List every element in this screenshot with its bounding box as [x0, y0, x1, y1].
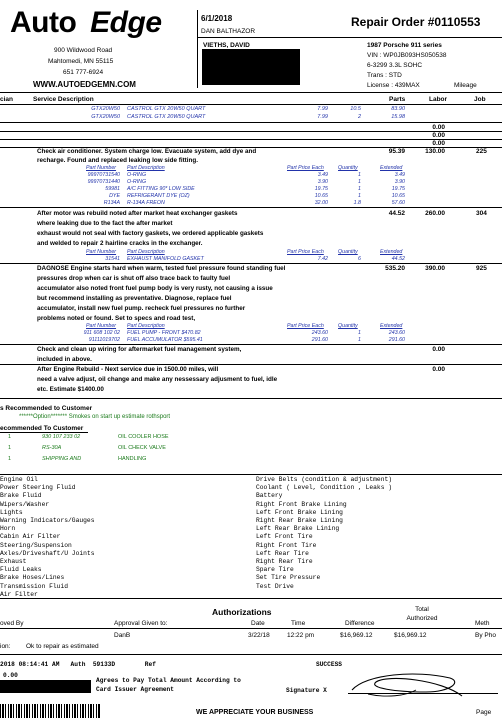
auth-date: 3/22/18 — [248, 632, 270, 639]
job-line: pressures drop when car is shut off also trace back to faulty fuel — [37, 275, 231, 282]
part-extended: 15.98 — [391, 114, 405, 120]
columns-bottom-rule — [0, 104, 502, 105]
part-number: GTX20W50 — [91, 106, 120, 112]
repair-order-title: Repair Order #0110553 — [351, 15, 481, 29]
job-line: etc. Estimate $1400.00 — [37, 386, 104, 393]
subhead-part-description: Part Description — [127, 323, 165, 329]
part-number: DYE — [109, 193, 120, 199]
col-header-job: Job — [474, 96, 486, 103]
part-quantity: 10.5 — [350, 106, 361, 112]
part-extended: 57.60 — [391, 200, 405, 206]
auth-col-method: Meth — [475, 620, 490, 627]
col-header-description: Service Description — [33, 96, 94, 103]
checklist-item: Exhaust — [0, 558, 27, 566]
vehicle-license: License : 439MAX — [367, 82, 420, 89]
rec-description: OIL COOLER HOSE — [118, 434, 169, 440]
shop-city: Mahtomedi, MN 55115 — [48, 58, 114, 65]
section-rule — [0, 139, 502, 140]
checklist-item: Spare Tire — [256, 566, 294, 574]
subhead-price-each: Part Price Each — [287, 249, 324, 255]
subhead-quantity: Quantity — [338, 323, 358, 329]
job-total: 304 — [476, 210, 487, 217]
job-line: DAGNOSE Engine starts hard when warm, tested fuel pressure found standing fuel — [37, 265, 286, 272]
inspection-checklist-left — [0, 476, 94, 599]
col-header-parts: Parts — [389, 96, 406, 103]
subhead-extended: Extended — [380, 249, 403, 255]
job-labor-total: 130.00 — [425, 148, 445, 155]
footer-message: WE APPRECIATE YOUR BUSINESS — [196, 709, 314, 716]
checklist-item: Warning Indicators/Gauges — [0, 517, 95, 525]
recommended-note: ******Option******* Smokes on start up estimate rothsport — [19, 414, 171, 420]
receipt-agree-line2: Card Issuer Agreement — [96, 686, 174, 693]
part-price-each: 10.65 — [314, 193, 328, 199]
shop-phone: 651 777-6924 — [63, 69, 104, 76]
vehicle-trans: Trans : STD — [367, 72, 402, 79]
job-line: After motor was rebuild noted after market heat exchanger gaskets — [37, 210, 238, 217]
section-rule — [0, 398, 502, 399]
part-description: REFRIGERANT DYE (OZ) — [127, 193, 190, 199]
section-rule — [0, 263, 502, 264]
part-extended: 83.90 — [391, 106, 405, 112]
receipt-agree-line1: Agrees to Pay Total Amount According to — [96, 677, 241, 684]
rec-qty: 1 — [8, 456, 12, 462]
part-description: EXHAUST MANIFOLD GASKET — [127, 256, 204, 262]
job-line: recharge. Found and replaced leaking low side fitting. — [37, 157, 198, 164]
header-divider-v — [197, 10, 198, 88]
checklist-item: Fluid Leaks — [0, 566, 42, 574]
auth-given-to: DanB — [114, 632, 131, 639]
logo-word-edge: Edge — [90, 6, 162, 39]
checklist-item: Left Rear Tire — [256, 549, 309, 557]
inspection-checklist-right — [256, 476, 392, 591]
job-labor-total: 260.00 — [425, 210, 445, 217]
auth-difference: $16,969.12 — [340, 632, 373, 639]
part-number: 31541 — [105, 256, 120, 262]
job-line: Check air conditioner. System charge low. Evacuate system, add dye and — [37, 148, 257, 155]
labor-zero: 0.00 — [432, 132, 445, 139]
auth-time: 12:22 pm — [287, 632, 315, 639]
auth-col-date: Date — [251, 620, 265, 627]
auth-header-rule — [0, 628, 502, 629]
part-extended: 243.60 — [388, 330, 405, 336]
part-description: R-134A FREON — [127, 200, 165, 206]
checklist-item: Left Front Brake Lining — [256, 508, 343, 516]
part-quantity: 1 — [358, 330, 361, 336]
service-advisor: DAN BALTHAZOR — [201, 28, 256, 35]
job-parts-total: 44.52 — [388, 210, 405, 217]
subhead-extended: Extended — [380, 323, 403, 329]
part-price-each: 32.00 — [314, 200, 328, 206]
customer-info-redacted — [202, 49, 300, 85]
receipt-card-redacted — [0, 680, 91, 693]
signature-label: Signature X — [286, 687, 327, 694]
part-number: 91111019702 — [88, 337, 120, 343]
vehicle-mileage: Mileage — [454, 82, 477, 89]
auth-col-difference: Difference — [345, 620, 375, 627]
footer-page: Page — [476, 709, 492, 716]
section-rule — [0, 344, 502, 345]
receipt-auth-line: 2018 08:14:41 AM Auth 59133D Ref — [0, 661, 156, 668]
part-price-each: 291.60 — [311, 337, 328, 343]
checklist-item: Brake Fluid — [0, 492, 42, 500]
part-price-each: 19.75 — [314, 186, 328, 192]
checklist-item: Coolant ( Level, Condition , Leaks ) — [256, 484, 393, 492]
part-quantity: 1 — [358, 186, 361, 192]
rec-qty: 1 — [8, 434, 12, 440]
job-line: After Engine Rebuild - Next service due in 1500.00 miles, will — [37, 366, 219, 373]
signature-line — [348, 693, 498, 694]
rec-description: HANDLING — [118, 456, 147, 462]
rec-qty: 1 — [8, 445, 12, 451]
auth-note-label: ion: — [0, 643, 11, 650]
checklist-item: Brake Hoses/Lines — [0, 574, 65, 582]
customer-name: VIETHS, DAVID — [203, 42, 250, 49]
job-parts-total: 535.20 — [385, 265, 405, 272]
subhead-part-number: Part Number — [86, 323, 117, 329]
recommended-title: s Recommended to Customer — [0, 405, 93, 412]
part-quantity: 1 — [358, 172, 361, 178]
receipt-success: SUCCESS — [316, 661, 342, 668]
rec-part-number: RS-30A — [42, 445, 62, 451]
part-price-each: 3.90 — [317, 179, 328, 185]
checklist-item: Right Front Brake Lining — [256, 500, 347, 508]
subhead-part-description: Part Description — [127, 165, 165, 171]
recommended-parts-title: ecommended To Customer — [0, 425, 84, 432]
part-number: 911 608 102 02 — [83, 330, 120, 336]
job-line: accumulator, install new fuel pump. recheck fuel pressures no further — [37, 305, 246, 312]
shop-address: 900 Wildwood Road — [54, 47, 113, 54]
checklist-item: Horn — [0, 525, 16, 533]
part-description: FUEL PUMP - FRONT $470.82 — [127, 330, 201, 336]
part-quantity: 2 — [357, 114, 361, 120]
part-number: GTX20W50 — [91, 114, 120, 120]
job-labor-total: 0.00 — [432, 366, 445, 373]
checklist-item: Steering/Suspension — [0, 541, 72, 549]
labor-zero: 0.00 — [432, 124, 445, 131]
checklist-item: Test Drive — [256, 582, 294, 590]
section-rule — [0, 432, 88, 433]
checklist-item: Lights — [0, 508, 23, 516]
auth-total: $16,969.12 — [394, 632, 427, 639]
auth-note: Ok to repair as estimated — [26, 643, 99, 650]
checklist-item: Drive Belts (condition & adjustment) — [256, 476, 393, 483]
part-extended: 10.65 — [391, 193, 405, 199]
part-price-each: 243.60 — [311, 330, 328, 336]
customer-signature — [346, 668, 466, 702]
checklist-item: Transmission Fluid — [0, 582, 69, 590]
checklist-item: Cabin Air Filter — [0, 533, 61, 541]
barcode — [0, 704, 100, 718]
checklist-item: Power Steering Fluid — [0, 484, 76, 492]
job-line: accumulator also noted front fuel pump body is very rusty, not causing a issue — [37, 285, 273, 292]
job-line: need a valve adjust, oil change and make any nessessary adjusment to fuel, idle — [37, 376, 278, 383]
part-description: FUEL ACCUMULATOR $595.41 — [127, 337, 203, 343]
checklist-item: Set Tire Pressure — [256, 574, 321, 582]
part-description: O-RING — [127, 172, 147, 178]
columns-top-rule — [0, 92, 502, 93]
shop-logo — [10, 6, 162, 40]
section-rule — [0, 122, 502, 123]
part-number: 99970731440 — [87, 179, 120, 185]
part-description: A/C FITTING 90* LOW SIDE — [127, 186, 195, 192]
part-quantity: 1.8 — [353, 200, 361, 206]
job-line: where leaking due to the fact the after market — [37, 220, 173, 227]
job-line: exhaust would not seal with factory gaskets, we ordered applicable gaskets — [37, 230, 264, 237]
part-extended: 3.49 — [394, 172, 405, 178]
subhead-part-number: Part Number — [86, 165, 117, 171]
subhead-part-number: Part Number — [86, 249, 117, 255]
auth-method: By Pho — [475, 632, 496, 639]
auth-col-total: Total Authorized — [406, 606, 438, 622]
rec-part-number: SHIPPING AND — [42, 456, 82, 462]
shop-website: WWW.AUTOEDGEMN.COM — [33, 80, 136, 89]
checklist-item: Engine Oil — [0, 476, 38, 483]
auth-col-given: Approval Given to: — [114, 620, 168, 627]
part-quantity: 1 — [358, 179, 361, 185]
receipt-amount: 0.00 — [3, 672, 18, 679]
order-date: 6/1/2018 — [201, 14, 233, 23]
job-line: Check and clean up wiring for aftermarket fuel management system, — [37, 346, 242, 353]
part-price-each: 7.99 — [317, 106, 328, 112]
part-description: CASTROL GTX 20W50 QUART — [127, 106, 206, 112]
vehicle-engine: 6-3299 3.3L SOHC — [367, 62, 423, 69]
part-price-each: 7.42 — [317, 256, 328, 262]
job-labor-total: 390.00 — [425, 265, 445, 272]
part-number: 59981 — [105, 186, 120, 192]
job-labor-total: 0.00 — [432, 346, 445, 353]
col-header-labor: Labor — [429, 96, 448, 103]
section-rule — [0, 474, 502, 475]
labor-zero: 0.00 — [432, 140, 445, 147]
subhead-quantity: Quantity — [338, 165, 358, 171]
header-divider-h — [197, 37, 502, 38]
part-extended: 44.52 — [391, 256, 405, 262]
part-quantity: 6 — [358, 256, 361, 262]
checklist-item: Right Rear Brake Lining — [256, 517, 343, 525]
col-header-tech: cian — [0, 96, 14, 103]
checklist-item: Air Filter — [0, 590, 38, 598]
part-extended: 291.60 — [388, 337, 405, 343]
authorizations-title: Authorizations — [212, 607, 272, 617]
part-number: 99970731540 — [87, 172, 120, 178]
rec-part-number: 930 107 233 02 — [42, 434, 81, 440]
part-description: O-RING — [127, 179, 147, 185]
section-rule — [0, 654, 502, 655]
part-extended: 3.90 — [394, 179, 405, 185]
checklist-item: Left Front Tire — [256, 533, 313, 541]
checklist-item: Right Front Tire — [256, 541, 317, 549]
subhead-price-each: Part Price Each — [287, 323, 324, 329]
rec-description: OIL CHECK VALVE — [118, 445, 166, 451]
checklist-item: Battery — [256, 492, 283, 500]
part-price-each: 3.49 — [317, 172, 328, 178]
job-parts-total: 95.39 — [388, 148, 405, 155]
section-rule — [0, 131, 502, 132]
part-quantity: 1 — [358, 193, 361, 199]
subhead-price-each: Part Price Each — [287, 165, 324, 171]
vehicle-desc: 1987 Porsche 911 series — [367, 42, 442, 49]
section-rule — [0, 207, 502, 208]
section-rule — [0, 364, 502, 365]
checklist-item: Wipers/Washer — [0, 500, 50, 508]
job-line: included in above. — [37, 356, 92, 363]
subhead-part-description: Part Description — [127, 249, 165, 255]
auth-col-time: Time — [291, 620, 306, 627]
logo-word-auto: Auto — [10, 6, 77, 39]
part-quantity: 1 — [358, 337, 361, 343]
auth-col-approved-by: oved By — [0, 620, 24, 627]
checklist-item: Right Rear Tire — [256, 558, 313, 566]
subhead-extended: Extended — [380, 165, 403, 171]
checklist-item: Axles/Driveshaft/U Joints — [0, 549, 95, 557]
section-rule — [0, 598, 502, 599]
part-extended: 19.75 — [391, 186, 405, 192]
subhead-quantity: Quantity — [338, 249, 358, 255]
job-line: and welded to repair 2 hairline cracks in the exchanger. — [37, 240, 203, 247]
job-total: 925 — [476, 265, 487, 272]
checklist-item: Left Rear Brake Lining — [256, 525, 340, 533]
job-line: but recommend installing as preventative. Diagnose, replace fuel — [37, 295, 232, 302]
job-total: 225 — [476, 148, 487, 155]
part-description: CASTROL GTX 20W50 QUART — [127, 114, 206, 120]
vehicle-vin: VIN : WP0JB093HS050538 — [367, 52, 447, 59]
job-line: problems noted or found. Set to specs and road test, — [37, 315, 196, 322]
part-number: R134A — [103, 200, 120, 206]
part-price-each: 7.99 — [317, 114, 328, 120]
